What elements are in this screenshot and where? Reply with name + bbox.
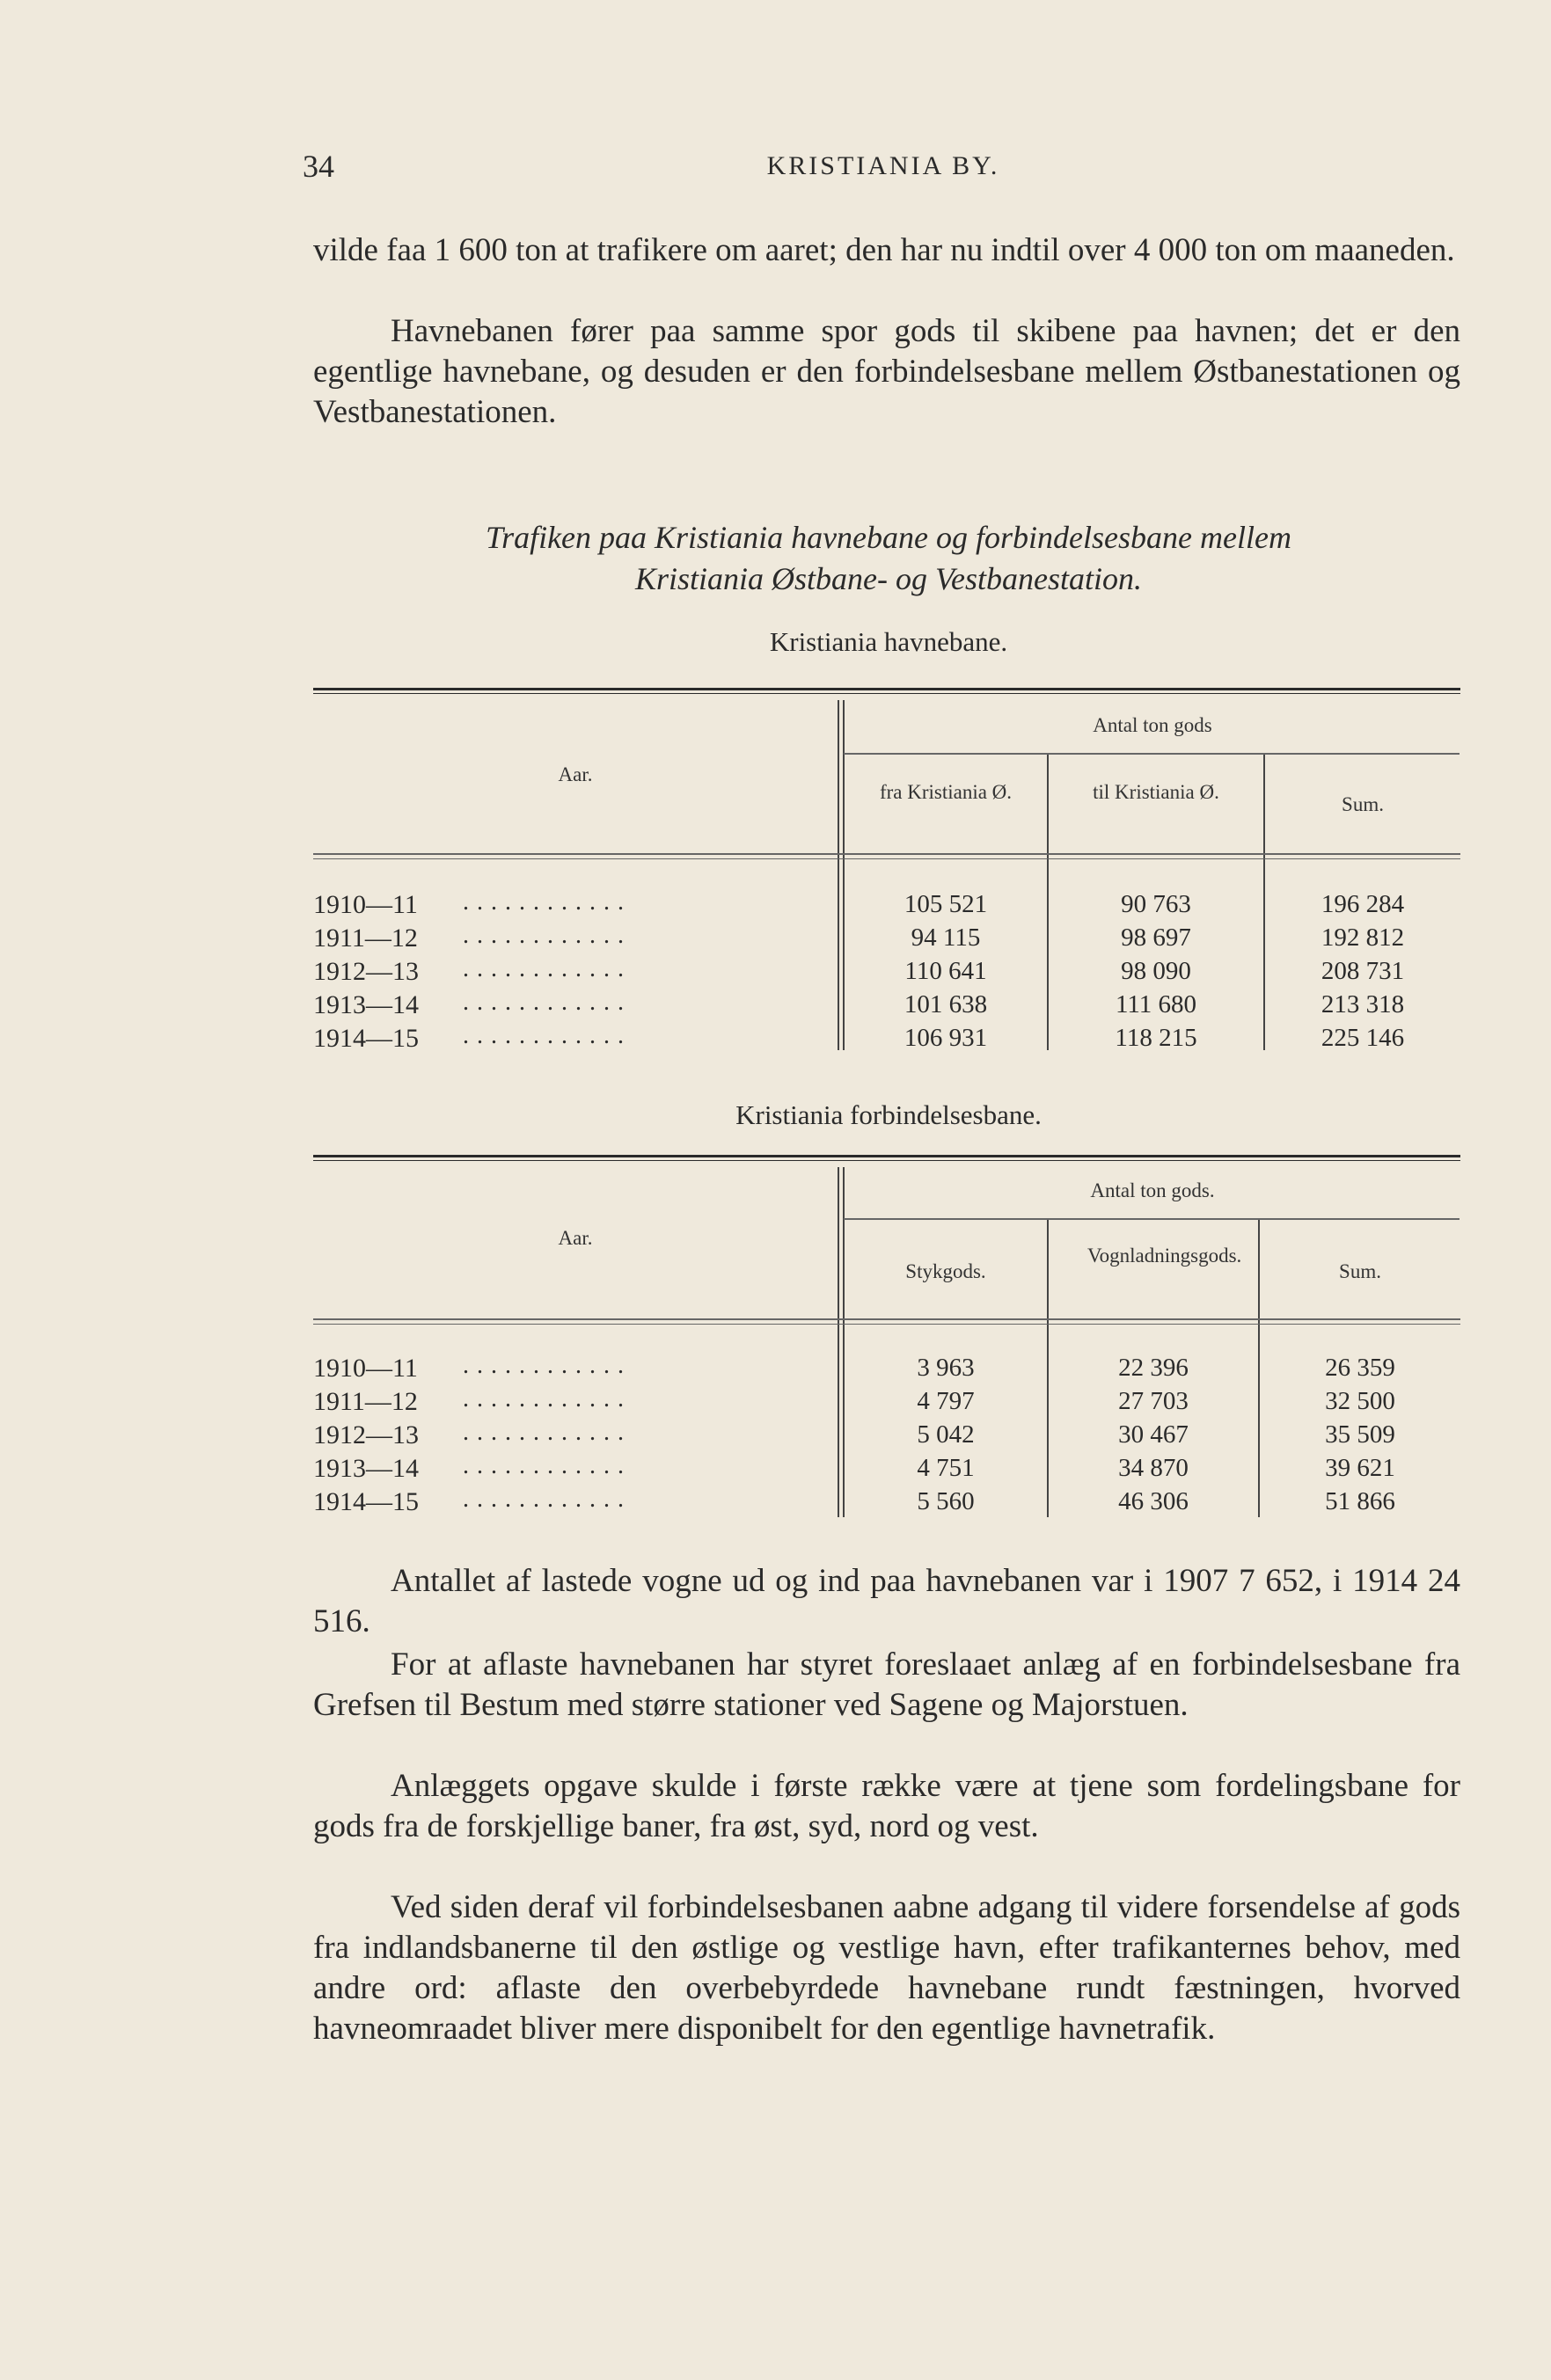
table-top-rule-thin (313, 1160, 1460, 1161)
table-top-rule (313, 688, 1460, 690)
cell-vognladningsgods: 27 703 (1118, 1387, 1189, 1415)
column-header-sum: Sum. (1342, 793, 1384, 815)
cell-vognladningsgods: 46 306 (1118, 1487, 1189, 1515)
dot-leader: ............ (463, 1486, 632, 1513)
header-bottom-rule (313, 853, 1460, 855)
table-havnebane (313, 688, 1460, 1066)
cell-from: 106 931 (904, 1024, 988, 1052)
group-header-tons: Antal ton gods (1093, 714, 1212, 736)
table-row (313, 1487, 1460, 1521)
cell-from: 110 641 (904, 957, 987, 985)
table-forbindelsesbane (313, 1155, 1460, 1524)
table1-subtitle: Kristiania havnebane. (769, 626, 1008, 657)
dot-leader: ............ (463, 1419, 632, 1446)
column-header-vognladningsgods: Vognladningsgods. (1087, 1245, 1242, 1267)
column-header-stykgods: Stykgods. (905, 1260, 986, 1282)
page-header (303, 148, 1464, 192)
cell-stykgods: 3 963 (917, 1354, 975, 1382)
table2-subtitle: Kristiania forbindelsesbane. (735, 1099, 1042, 1130)
header-bottom-rule-thin (313, 858, 1460, 859)
dot-leader: ............ (463, 955, 632, 982)
table-row (313, 990, 1460, 1024)
paragraph-anlaeggets: Anlæggets opgave skulde i første række være at tjene som fordelingsbane for gods fra de forskjellige baner, fra øst, syd, nord og vest. (313, 1768, 1460, 1844)
table-caption-line-2: Kristiania Østbane- og Vestbanestation. (635, 561, 1142, 596)
cell-sum: 26 359 (1325, 1354, 1395, 1382)
column-header-to: til Kristiania Ø. (1093, 781, 1219, 803)
column-header-year: Aar. (558, 763, 593, 785)
cell-sum: 32 500 (1325, 1387, 1395, 1415)
dot-leader: ............ (463, 1452, 632, 1479)
column-header-from: fra Kristiania Ø. (879, 781, 1013, 803)
cell-sum: 39 621 (1325, 1454, 1395, 1482)
cell-sum: 192 812 (1321, 924, 1405, 952)
column-header-sum: Sum. (1339, 1260, 1381, 1282)
paragraph-intro-continued: vilde faa 1 600 ton at trafikere om aaret; den har nu indtil over 4 000 ton om maaneden. (313, 232, 1455, 268)
cell-sum: 51 866 (1325, 1487, 1395, 1515)
table-row (313, 1387, 1460, 1420)
cell-sum: 196 284 (1321, 890, 1405, 918)
cell-stykgods: 4 797 (917, 1387, 975, 1415)
cell-sum: 208 731 (1321, 957, 1405, 985)
paragraph-antallet: Antallet af lastede vogne ud og ind paa havnebanen var i 1907 7 652, i 1914 24 516. (313, 1563, 1460, 1639)
row-year: 1910—11 (313, 890, 418, 919)
row-year: 1912—13 (313, 957, 419, 986)
cell-vognladningsgods: 34 870 (1118, 1454, 1189, 1482)
row-year: 1913—14 (313, 990, 419, 1019)
table-top-rule-thin (313, 693, 1460, 694)
page-number: 34 (303, 149, 334, 184)
header-bottom-rule (313, 1318, 1460, 1320)
row-year: 1911—12 (313, 1387, 418, 1416)
cell-from: 94 115 (911, 924, 981, 952)
dot-leader: ............ (463, 1385, 632, 1413)
cell-stykgods: 5 042 (917, 1420, 975, 1449)
row-year: 1914—15 (313, 1024, 419, 1053)
dot-leader: ............ (463, 888, 632, 916)
header-rule (844, 753, 1460, 755)
row-year: 1913—14 (313, 1454, 419, 1483)
group-header-tons: Antal ton gods. (1090, 1179, 1215, 1201)
table-top-rule (313, 1155, 1460, 1157)
cell-sum: 225 146 (1321, 1024, 1405, 1052)
cell-to: 90 763 (1121, 890, 1191, 918)
table-row (313, 1454, 1460, 1487)
cell-vognladningsgods: 30 467 (1118, 1420, 1189, 1449)
table-row (313, 924, 1460, 957)
dot-leader: ............ (463, 1022, 632, 1049)
cell-sum: 213 318 (1321, 990, 1405, 1018)
cell-from: 101 638 (904, 990, 988, 1018)
table-row (313, 890, 1460, 924)
table-row (313, 957, 1460, 990)
cell-to: 111 680 (1115, 990, 1197, 1018)
row-year: 1912—13 (313, 1420, 419, 1449)
cell-vognladningsgods: 22 396 (1118, 1354, 1189, 1382)
paragraph-ved-siden: Ved siden deraf vil forbindelsesbanen aabne adgang til videre forsendelse af gods fra indlandsbanerne til den østlige og vestlige havn, efter trafikanternes behov, med andre ord: aflaste den overbebyrdede havnebane rundt fæstningen, hvorved havneomraadet bliver mere disponibelt for den egentlige havnetrafik. (313, 1889, 1460, 2047)
table-caption-line-1: Trafiken paa Kristiania havnebane og forbindelsesbane mellem (486, 520, 1291, 555)
cell-to: 98 697 (1121, 924, 1191, 952)
row-year: 1914—15 (313, 1487, 419, 1516)
running-title: KRISTIANIA BY. (766, 151, 1000, 180)
dot-leader: ............ (463, 922, 632, 949)
cell-to: 98 090 (1121, 957, 1191, 985)
paragraph-havnebanen: Havnebanen fører paa samme spor gods til skibene paa havnen; det er den egentlige havnebane, og desuden er den forbindelsesbane mellem Østbanestationen og Vestbanestationen. (313, 313, 1460, 430)
table-row (313, 1354, 1460, 1387)
table-row (313, 1420, 1460, 1454)
table-row (313, 1024, 1460, 1057)
dot-leader: ............ (463, 989, 632, 1016)
paragraph-aflaste: For at aflaste havnebanen har styret foreslaaet anlæg af en forbindelsesbane fra Grefsen til Bestum med større stationer ved Sagene og Majorstuen. (313, 1646, 1460, 1723)
cell-sum: 35 509 (1325, 1420, 1395, 1449)
header-bottom-rule-thin (313, 1324, 1460, 1325)
cell-stykgods: 4 751 (917, 1454, 975, 1482)
header-rule (844, 1218, 1460, 1220)
cell-from: 105 521 (904, 890, 988, 918)
row-year: 1911—12 (313, 924, 418, 953)
row-year: 1910—11 (313, 1354, 418, 1383)
cell-stykgods: 5 560 (917, 1487, 975, 1515)
dot-leader: ............ (463, 1352, 632, 1379)
column-header-year: Aar. (558, 1227, 593, 1249)
cell-to: 118 215 (1115, 1024, 1197, 1052)
